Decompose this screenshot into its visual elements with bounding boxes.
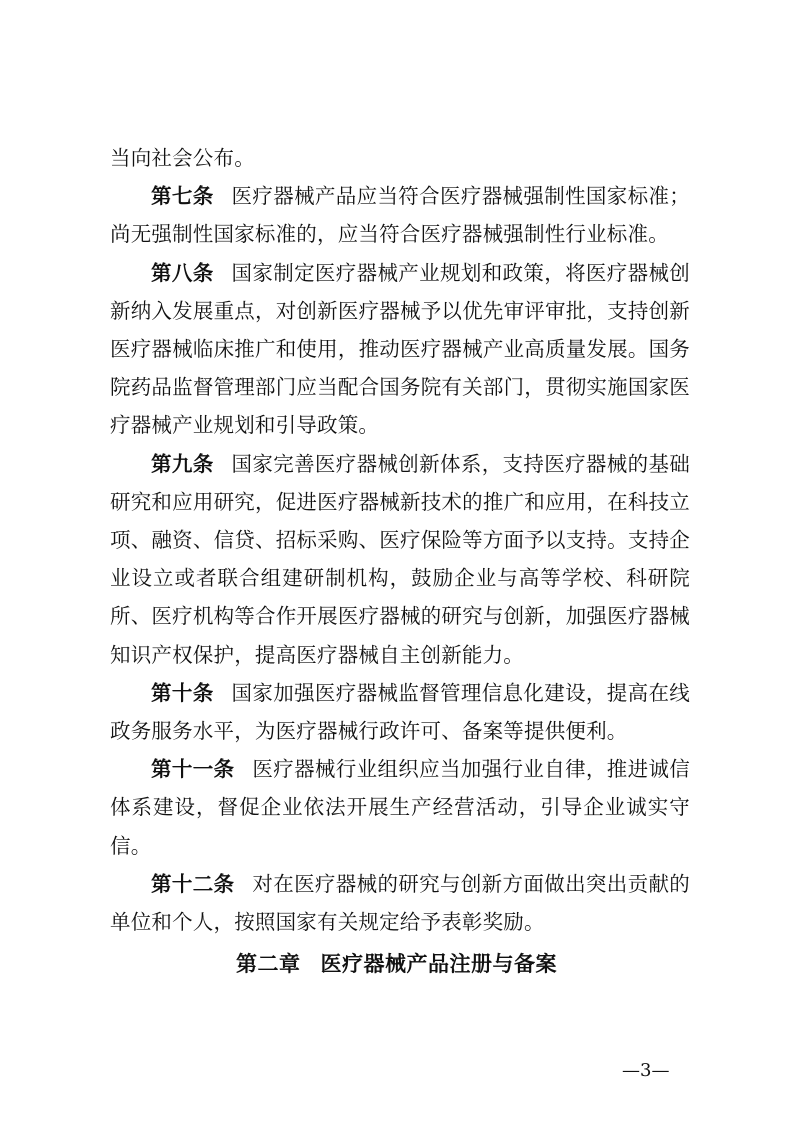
lead-line: 当向社会公布。: [110, 146, 255, 170]
article-text: 对在医疗器械的研究与创新方面做出突出贡献的单位和个人，按照国家有关规定给予表彰奖励。: [110, 871, 690, 935]
article-text: 国家加强医疗器械监督管理信息化建设，提高在线政务服务水平，为医疗器械行政许可、备案等提供便利。: [110, 680, 690, 744]
article-9: [110, 445, 690, 674]
chapter-number: 第二章: [236, 952, 301, 976]
article-number: 第十条: [151, 680, 214, 705]
article-text: 医疗器械产品应当符合医疗器械强制性国家标准；尚无强制性国家标准的，应当符合医疗器械强制性行业标准。: [110, 184, 690, 247]
article-12: [110, 865, 690, 941]
article-number: 第八条: [151, 260, 214, 285]
article-10: [110, 674, 690, 750]
body-text: [110, 139, 690, 941]
chapter-heading: [0, 948, 793, 978]
article-number: 第七条: [151, 184, 214, 209]
article-11: [110, 750, 690, 865]
article-number: 第九条: [151, 451, 214, 476]
chapter-title: 医疗器械产品注册与备案: [320, 952, 557, 976]
article-7: [110, 177, 690, 253]
page-number: —3—: [622, 1060, 670, 1081]
article-text: 国家完善医疗器械创新体系，支持医疗器械的基础研究和应用研究，促进医疗器械新技术的推广和应用，在科技立项、融资、信贷、招标采购、医疗保险等方面予以支持。支持企业设立或者联合组建研制机构，鼓励企业与高等学校、科研院所、医疗机构等合作开展医疗器械的研究与创新，加强医疗器械知识产权保护，提高医疗器械自主创新能力。: [110, 451, 690, 667]
article-8: [110, 254, 690, 445]
article-text: 医疗器械行业组织应当加强行业自律，推进诚信体系建设，督促企业依法开展生产经营活动，引导企业诚实守信。: [110, 757, 690, 858]
article-text: 国家制定医疗器械产业规划和政策，将医疗器械创新纳入发展重点，对创新医疗器械予以优先审评审批，支持创新医疗器械临床推广和使用，推动医疗器械产业高质量发展。国务院药品监督管理部门应当配合国务院有关部门，贯彻实施国家医疗器械产业规划和引导政策。: [110, 260, 690, 438]
article-number: 第十一条: [151, 757, 235, 782]
article-number: 第十二条: [151, 871, 235, 896]
